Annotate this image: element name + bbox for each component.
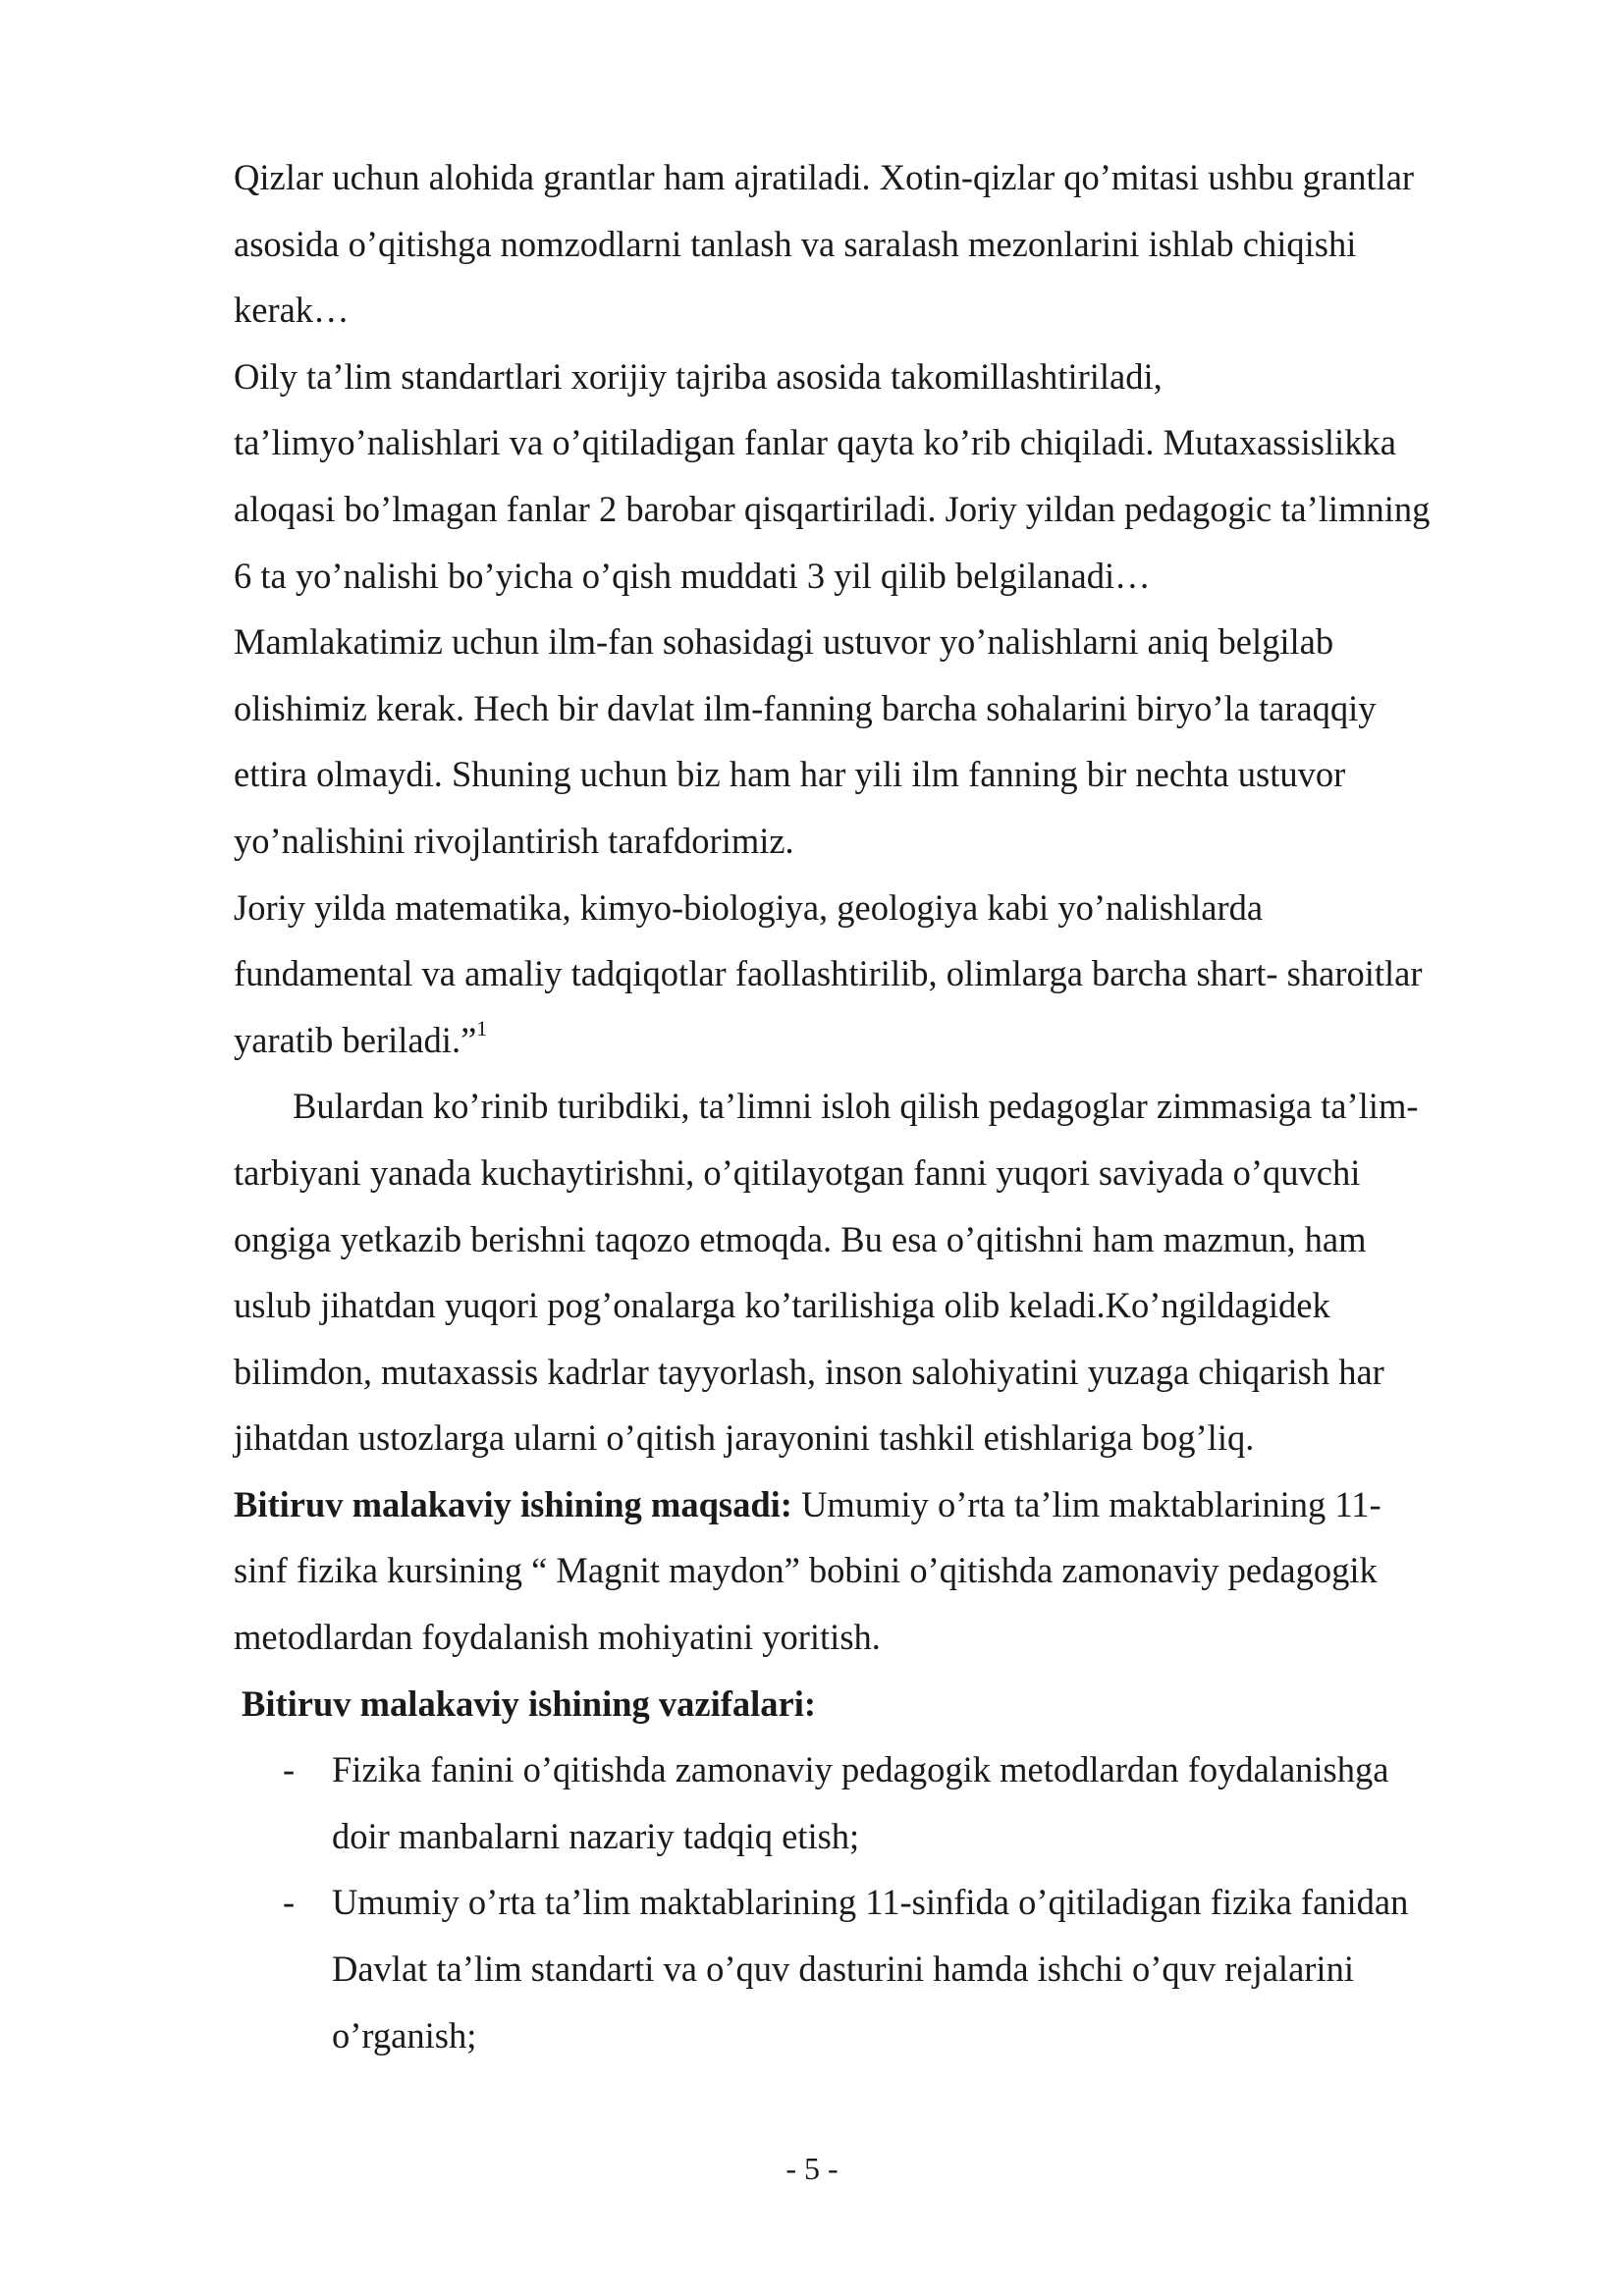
paragraph-line: ongiga yetkazib berishni taqozo etmoqda. Bu esa o’qitishni ham mazmun, ham [234, 1218, 1367, 1259]
quote-line: fundamental va amaliy tadqiqotlar faollashtirilib, olimlarga barcha shart- sharoitlar [234, 953, 1423, 994]
quote-line: yo’nalishini rivojlantirish tarafdorimiz. [234, 820, 794, 861]
dash-bullet: - [283, 1749, 296, 1790]
body-paragraph [234, 1073, 1530, 1471]
dash-bullet: - [283, 1882, 296, 1923]
tasks-list [234, 1736, 1530, 2068]
quote-line: Oily ta’lim standartlari xorijiy tajriba asosida takomillashtiriladi, [234, 355, 1163, 397]
paragraph-line: jihatdan ustozlarga ularni o’qitish jarayonini tashkil etishlariga bog’liq. [234, 1417, 1255, 1459]
quote-line: olishimiz kerak. Hech bir davlat ilm-fanning barcha sohalarini biryo’la taraqqiy [234, 687, 1377, 728]
quote-block [234, 144, 1530, 1073]
quote-line: 6 ta yo’nalishi bo’yicha o’qish muddati 3 yil qilib belgilanadi… [234, 555, 1151, 596]
quote-line: Mamlakatimiz uchun ilm-fan sohasidagi ustuvor yo’nalishlarni aniq belgilab [234, 621, 1334, 663]
tasks-heading: Bitiruv malakaviy ishining vazifalari: [242, 1682, 817, 1724]
goal-line: sinf fizika kursining “ Magnit maydon” bobini o’qitishda zamonaviy pedagogik [234, 1550, 1378, 1591]
goal-heading: Bitiruv malakaviy ishining maqsadi: [234, 1483, 792, 1524]
paragraph-line: Bulardan ko’rinib turibdiki, ta’limni isloh qilish pedagoglar zimmasiga ta’lim- [293, 1086, 1419, 1127]
list-item [234, 1869, 1530, 2068]
list-item-first-line [234, 1869, 1530, 1936]
paragraph-line: tarbiyani yanada kuchaytirishni, o’qitilayotgan fanni yuqori saviyada o’quvchi [234, 1151, 1361, 1193]
paragraph-line: bilimdon, mutaxassis kadrlar tayyorlash, inson salohiyatini yuzaga chiqarish har [234, 1351, 1384, 1392]
quote-line: ettira olmaydi. Shuning uchun biz ham har yili ilm fanning bir nechta ustuvor [234, 754, 1346, 795]
list-item-line: Davlat ta’lim standarti va o’quv dasturini hamda ishchi o’quv rejalarini [332, 1949, 1354, 1990]
footnote-reference[interactable]: 1 [476, 1015, 488, 1041]
quote-last-text: yaratib beriladi.” [234, 1019, 477, 1060]
goal-text: Umumiy o’rta ta’lim maktablarining 11- [791, 1483, 1381, 1524]
list-item [234, 1736, 1530, 1869]
quote-line: ta’limyo’nalishlari va o’qitiladigan fanlar qayta ko’rib chiqiladi. Mutaxassislikka [234, 422, 1396, 463]
quote-line: aloqasi bo’lmagan fanlar 2 barobar qisqartiriladi. Joriy yildan pedagogic ta’limning [234, 488, 1431, 529]
quote-last-line [234, 1007, 1530, 1074]
goal-paragraph [234, 1471, 1530, 1671]
goal-line: metodlardan foydalanish mohiyatini yoritish. [234, 1617, 881, 1658]
goal-first-line [234, 1471, 1530, 1538]
list-item-line: doir manbalarni nazariy tadqiq etish; [332, 1815, 860, 1856]
page-number: - 5 - [785, 2151, 839, 2186]
quote-line: kerak… [234, 290, 350, 331]
quote-line: Qizlar uchun alohida grantlar ham ajratiladi. Xotin-qizlar qo’mitasi ushbu grantlar [234, 157, 1415, 197]
paragraph-line: uslub jihatdan yuqori pog’onalarga ko’tarilishiga olib keladi.Ko’ngildagidek [234, 1285, 1330, 1326]
quote-line: Joriy yilda matematika, kimyo-biologiya, geologiya kabi yo’nalishlarda [234, 886, 1264, 928]
list-item-text: Umumiy o’rta ta’lim maktablarining 11-sinfida o’qitiladigan fizika fanidan [332, 1882, 1409, 1923]
list-item-line: o’rganish; [332, 2014, 477, 2056]
list-item-text: Fizika fanini o’qitishda zamonaviy pedagogik metodlardan foydalanishga [332, 1749, 1389, 1790]
body-text [234, 144, 1530, 2068]
list-item-first-line [234, 1736, 1530, 1803]
quote-line: asosida o’qitishga nomzodlarni tanlash va saralash mezonlarini ishlab chiqishi [234, 223, 1357, 264]
